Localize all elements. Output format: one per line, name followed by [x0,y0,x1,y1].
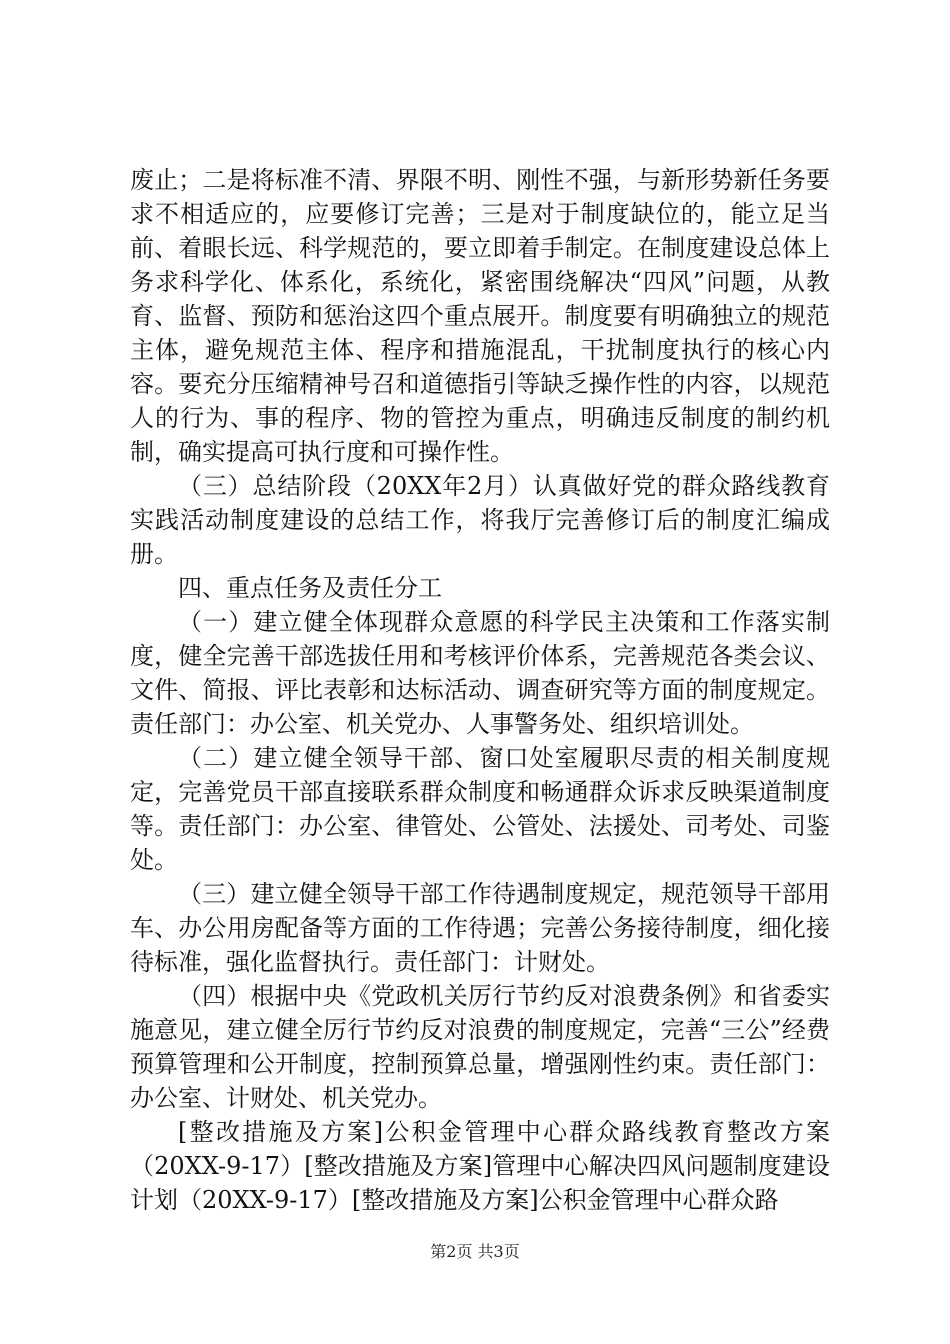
page-number-footer: 第2页 共3页 [430,1242,520,1261]
paragraph-summary-stage: （三）总结阶段（20XX年2月）认真做好党的群众路线教育实践活动制度建设的总结工作，将我厅完善修订后的制度汇编成册。 [130,472,830,568]
paragraph-task-3: （三）建立健全领导干部工作待遇制度规定，规范领导干部用车、办公用房配备等方面的工作待遇；完善公务接待制度，细化接待标准，强化监督执行。责任部门：计财处。 [130,880,830,976]
section-heading-key-tasks: 四、重点任务及责任分工 [178,574,442,602]
document-body [130,163,830,1217]
paragraph-task-1: （一）建立健全体现群众意愿的科学民主决策和工作落实制度，健全完善干部选拔任用和考核评价体系，完善规范各类会议、文件、简报、评比表彰和达标活动、调查研究等方面的制度规定。责任部门：办公室、机关党办、人事警务处、组织培训处。 [130,608,830,738]
paragraph-task-2: （二）建立健全领导干部、窗口处室履职尽责的相关制度规定，完善党员干部直接联系群众制度和畅通群众诉求反映渠道制度等。责任部门：办公室、律管处、公管处、法援处、司考处、司鉴处。 [130,744,830,874]
paragraph-continuation: 废止；二是将标准不清、界限不明、刚性不强，与新形势新任务要求不相适应的，应要修订完善；三是对于制度缺位的，能立足当前、着眼长远、科学规范的，要立即着手制定。在制度建设总体上务求科学化、体系化，系统化，紧密围绕解决“四风”问题，从教育、监督、预防和惩治这四个重点展开。制度要有明确独立的规范主体，避免规范主体、程序和措施混乱，干扰制度执行的核心内容。要充分压缩精神号召和道德指引等缺乏操作性的内容，以规范人的行为、事的程序、物的管控为重点，明确违反制度的制约机制，确实提高可执行度和可操作性。 [130,166,830,466]
paragraph-related-links: [整改措施及方案]公积金管理中心群众路线教育整改方案（20XX-9-17）[整改措施及方案]管理中心解决四风问题制度建设计划（20XX-9-17）[整改措施及方案]公积金管理中心群众路 [130,1118,830,1214]
paragraph-task-4: （四）根据中央《党政机关厉行节约反对浪费条例》和省委实施意见，建立健全厉行节约反对浪费的制度规定，完善“三公”经费预算管理和公开制度，控制预算总量，增强刚性约束。责任部门：办公室、计财处、机关党办。 [130,982,830,1112]
